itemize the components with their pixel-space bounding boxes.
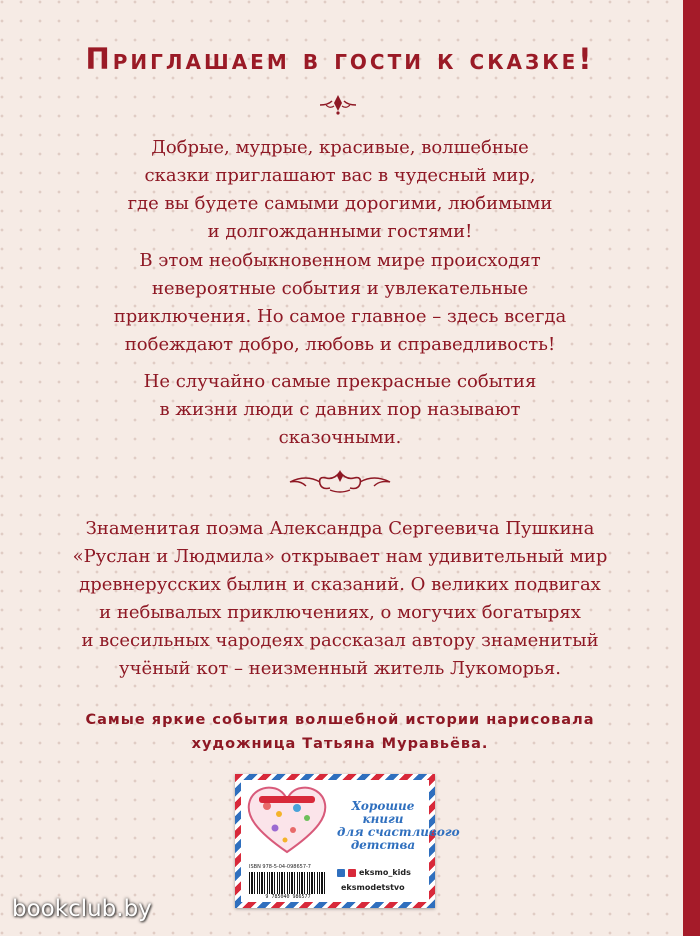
isbn-text: ISBN 978-5-04-098657-7 — [249, 864, 311, 870]
publisher-slogan — [337, 799, 460, 852]
text-line: Не случайно самые прекрасные события — [143, 371, 537, 392]
social-links — [337, 868, 431, 892]
slogan-line: книги — [362, 812, 404, 826]
barcode — [249, 872, 327, 894]
vk-icon — [337, 869, 345, 877]
text-line: и небывалых приключениях, о могучих богатырях — [99, 602, 581, 623]
text-line: и всесильных чародеях рассказал автору знаменитый — [81, 630, 599, 651]
social-handle: eksmo_kids — [359, 868, 411, 877]
text-line: где вы будете самыми дорогими, любимыми — [127, 193, 553, 214]
text-line: Самые яркие события волшебной истории нарисовала — [85, 712, 595, 728]
text-line: В этом необыкновенном мире происходят — [139, 250, 541, 271]
instagram-icon — [348, 869, 356, 877]
spine-strip — [683, 0, 700, 936]
text-line: Добрые, мудрые, красивые, волшебные — [151, 137, 529, 158]
text-line: «Руслан и Людмила» открывает нам удивительный мир — [72, 546, 608, 567]
paragraph-world — [0, 247, 680, 359]
slogan-line: для счастливого — [337, 825, 460, 839]
slogan-line: детства — [350, 838, 416, 852]
watermark: bookclub.by — [12, 896, 152, 922]
text-line: древнерусских былин и сказаний. О великих подвигах — [79, 574, 601, 595]
text-line: побеждают добро, любовь и справедливость! — [124, 334, 556, 355]
page-title: Приглашаем в гости к сказке! — [85, 42, 595, 76]
slogan-line: Хорошие — [351, 799, 415, 813]
text-line: приключения. Но самое главное – здесь всегда — [113, 306, 567, 327]
text-line: учёный кот – неизменный житель Лукоморья. — [119, 658, 561, 679]
paragraph-invitation — [0, 134, 680, 246]
site-name: eksmodetstvo — [341, 883, 405, 892]
illustrator-credit — [0, 708, 680, 756]
text-line: невероятные события и увлекательные — [151, 278, 529, 299]
paragraph-pushkin-description — [0, 515, 680, 683]
barcode-digits: 9 785040 986577 — [265, 894, 311, 900]
text-line: сказочными. — [278, 427, 402, 448]
text-line: Знаменитая поэма Александра Сергеевича Пушкина — [85, 518, 595, 539]
heart-logo-icon — [245, 784, 329, 856]
publisher-stamp — [235, 774, 460, 908]
text-line: художница Татьяна Муравьёва. — [191, 736, 489, 752]
stamp-body — [241, 780, 460, 902]
flourish-divider-icon — [284, 466, 396, 496]
text-line: сказки приглашают вас в чудесный мир, — [144, 165, 536, 186]
ornament-icon — [318, 93, 358, 115]
text-line: и долгожданными гостями! — [207, 221, 473, 242]
text-line: в жизни люди с давних пор называют — [159, 399, 521, 420]
paragraph-fairytale-events — [0, 368, 680, 452]
